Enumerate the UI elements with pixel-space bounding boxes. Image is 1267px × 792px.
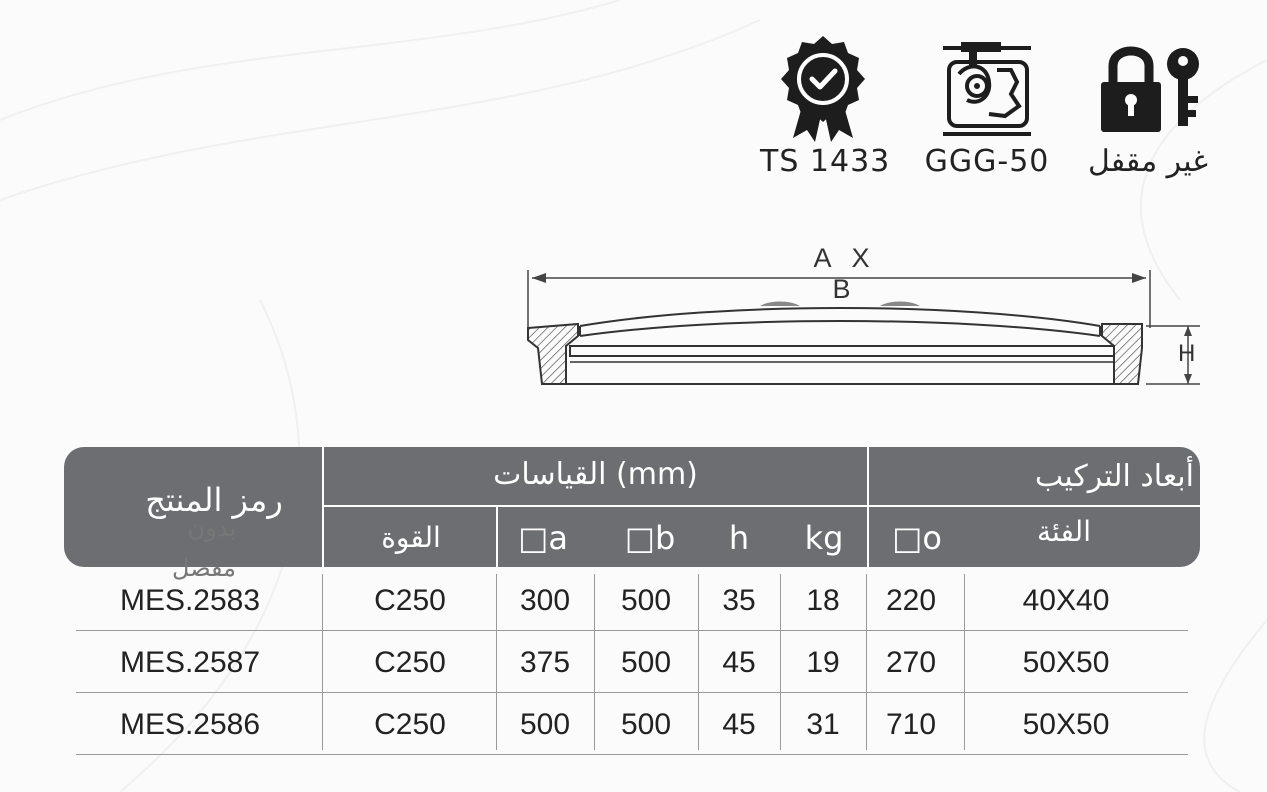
cell-o: 220 (885, 584, 937, 617)
cell-b: 500 (620, 708, 672, 741)
cell-kg: 31 (806, 708, 840, 741)
header-strength: القوة (381, 521, 441, 554)
header-category: الفئة (1037, 515, 1091, 548)
cell-a: 300 (519, 584, 571, 617)
cell-o: 270 (885, 646, 937, 679)
cell-o: 710 (885, 708, 937, 741)
casting-mold-icon (939, 34, 1035, 144)
header-o: □o (892, 519, 942, 557)
lock-feature (1080, 34, 1216, 179)
cell-a: 375 (519, 646, 571, 679)
cell-kg: 19 (806, 646, 840, 679)
cell-code: MES.2583 (119, 584, 261, 617)
certificate-label: TS 1433 (760, 144, 891, 179)
manhole-cover-cross-section (520, 236, 1210, 396)
cell-kg: 18 (806, 584, 840, 617)
cell-strength: C250 (374, 646, 446, 679)
height-label: H (1178, 340, 1196, 367)
cell-h: 35 (722, 584, 756, 617)
lock-label: غير مقفل (1088, 144, 1208, 179)
cell-h: 45 (722, 708, 756, 741)
cell-strength: C250 (374, 584, 446, 617)
cell-b: 500 (620, 646, 672, 679)
material-feature (922, 34, 1052, 179)
cell-category: 40X40 (1022, 584, 1110, 617)
cell-b: 500 (620, 584, 672, 617)
cell-category: 50X50 (1022, 708, 1110, 741)
material-label: GGG-50 (924, 144, 1050, 179)
certificate-feature (760, 34, 891, 179)
header-dimensions: القياسات (mm) (493, 457, 698, 492)
cell-code: MES.2586 (119, 708, 261, 741)
cell-strength: C250 (374, 708, 446, 741)
overlay-note: بدون مفصل (172, 514, 236, 582)
header-h: h (728, 519, 750, 557)
padlock-key-icon (1093, 34, 1203, 144)
cell-category: 50X50 (1022, 646, 1110, 679)
cell-h: 45 (722, 646, 756, 679)
certificate-seal-icon (775, 34, 871, 144)
header-b: □b (624, 519, 676, 557)
header-installation: أبعاد التركيب (1034, 459, 1194, 494)
header-product-code: رمز المنتج (145, 481, 283, 519)
header-kg: kg (804, 519, 844, 557)
dimension-label: A X B (813, 243, 877, 304)
cell-a: 500 (519, 708, 571, 741)
cell-code: MES.2587 (119, 646, 261, 679)
header-a: □a (518, 519, 568, 557)
